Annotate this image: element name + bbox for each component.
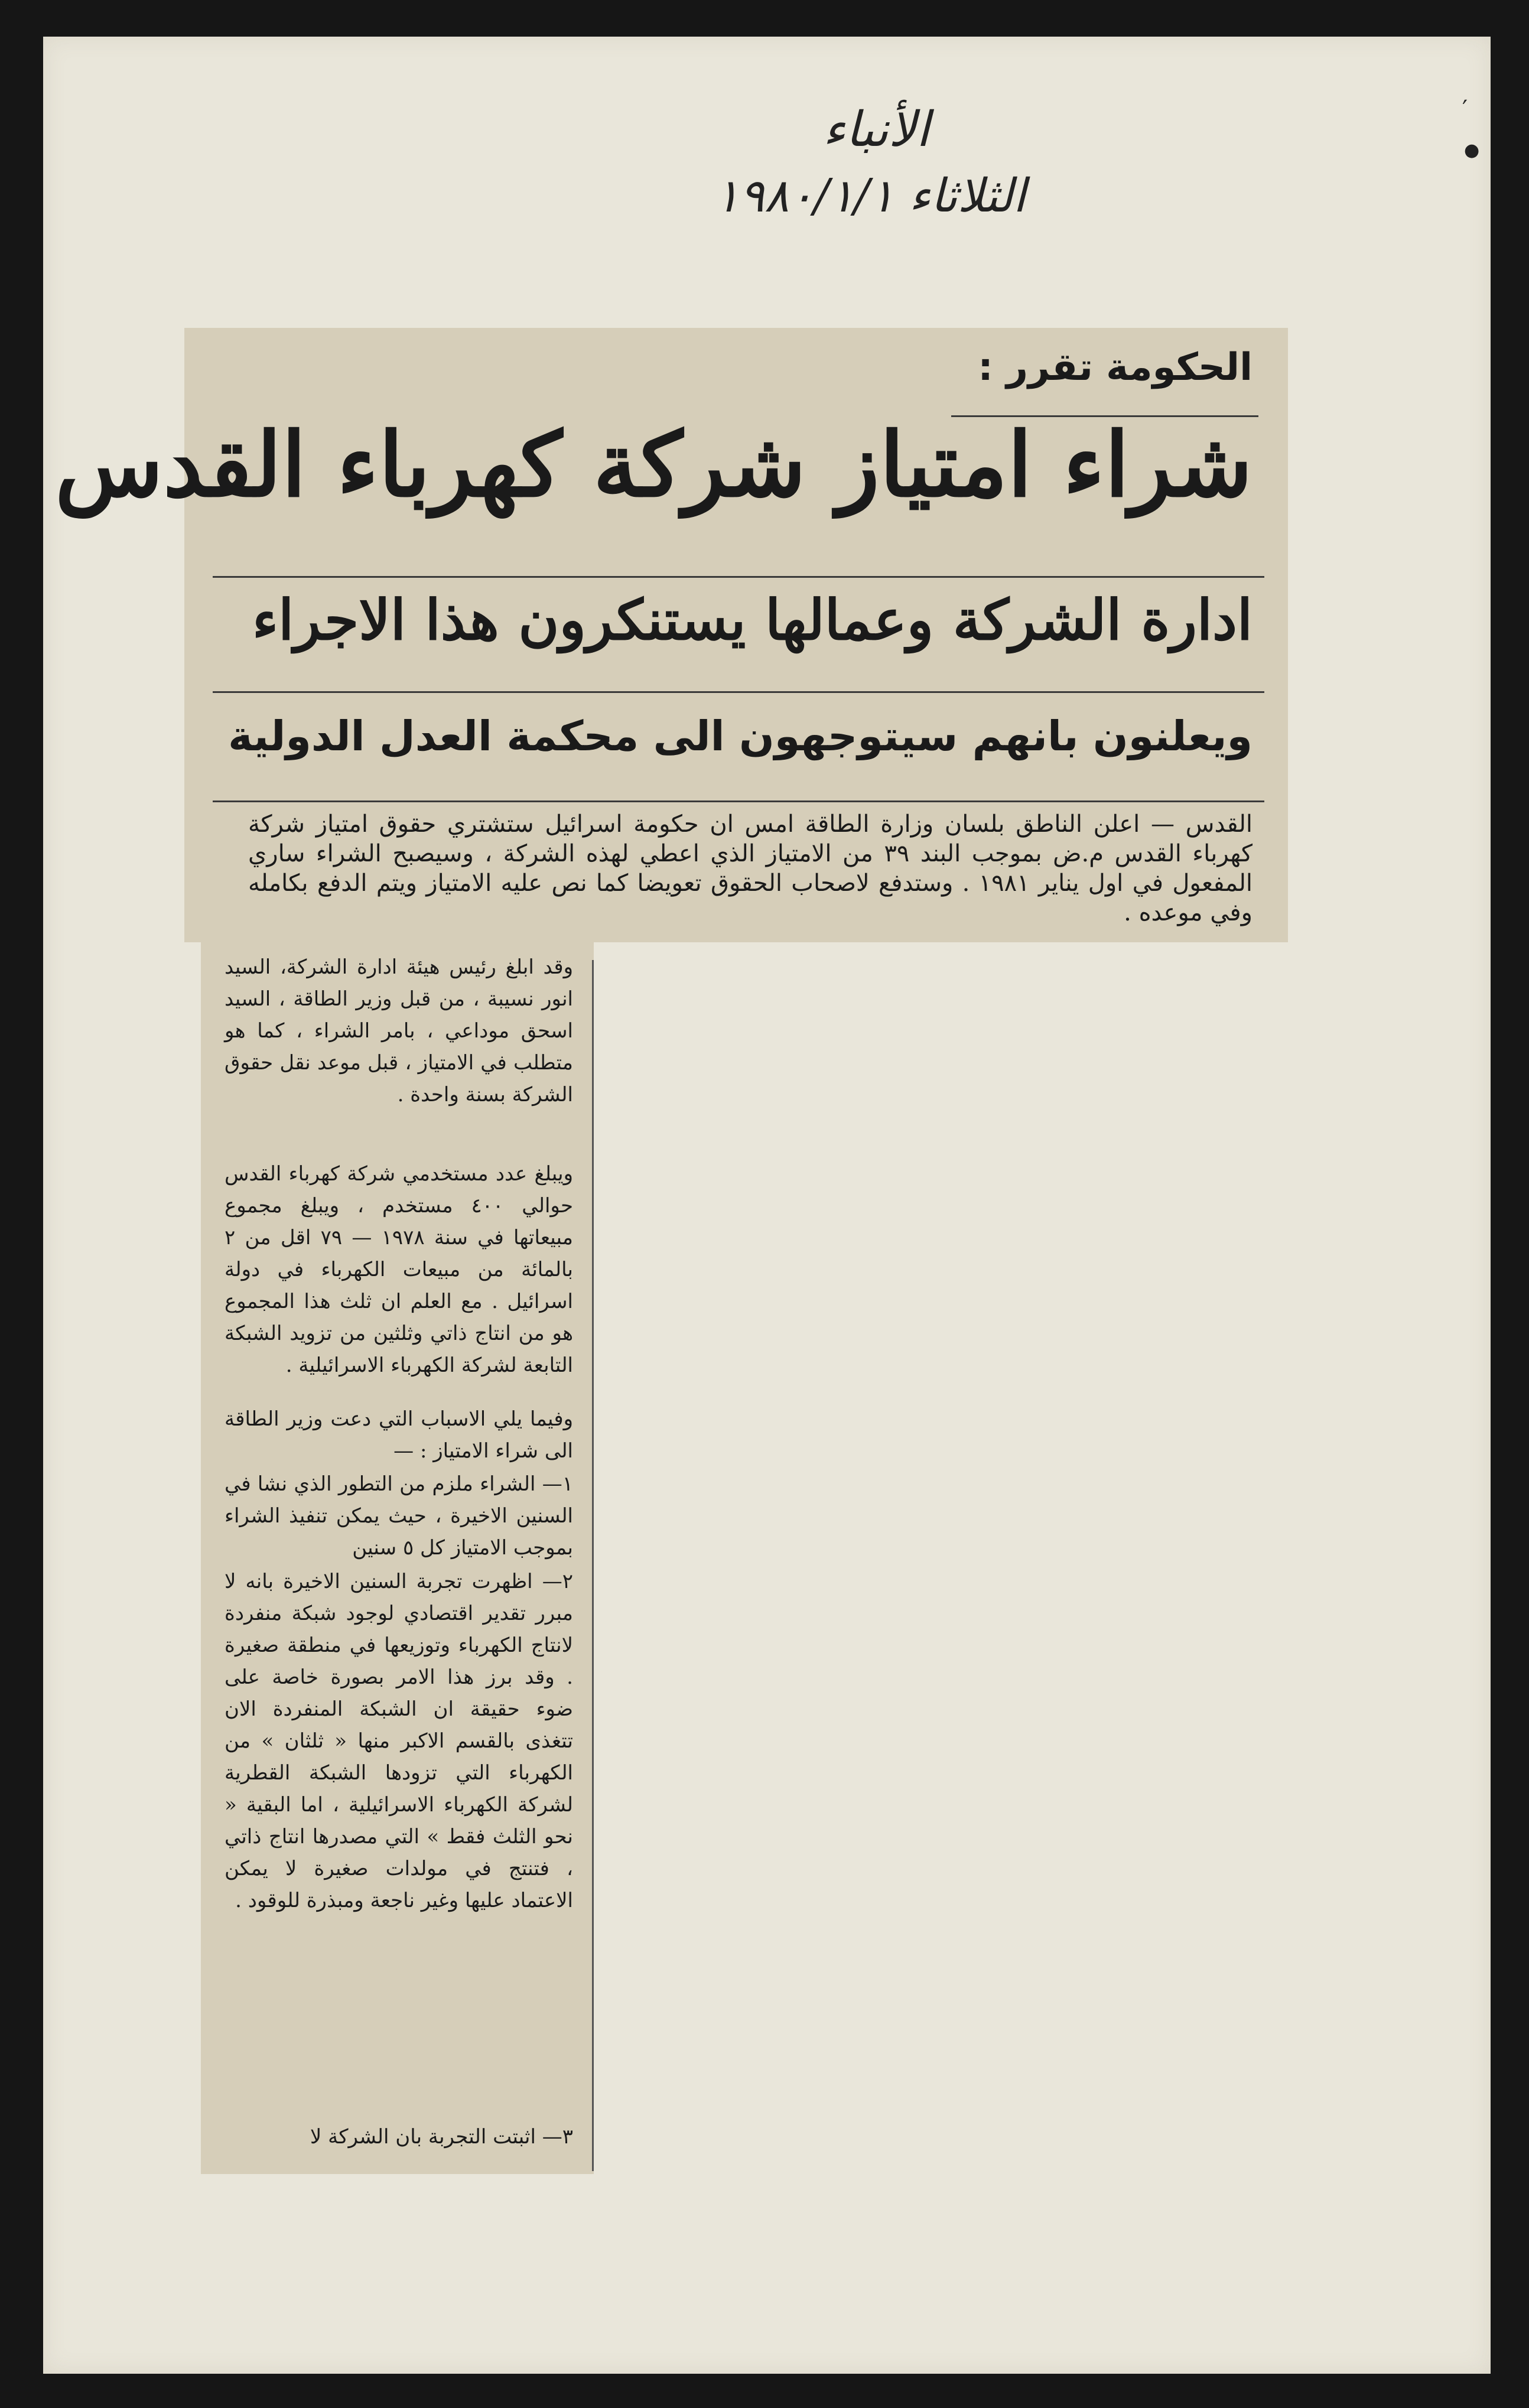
article-subheadline: ادارة الشركة وعمالها يستنكرون هذا الاجراء xyxy=(252,588,1253,653)
article-headline: شراء امتياز شركة كهرباء القدس xyxy=(55,413,1253,517)
column-paragraph: وفيما يلي الاسباب التي دعت وزير الطاقة الى شراء الامتياز : — xyxy=(225,1407,573,1463)
article-lead: القدس — اعلن الناطق بلسان وزارة الطاقة امس ان حكومة اسرائيل ستشتري حقوق امتياز شركة كهرباء القدس م.ض بموجب البند ٣٩ من الامتياز الذي اعطي لهذه الشركة ، وسيصبح الشراء ساري المفعول في اول يناير ١٩٨١ . وستدفع لاصحاب الحقوق تعويضا كما نص عليه الامتياز ويتم الدفع بكامله وفي موعده . xyxy=(248,811,1253,926)
handwritten-source: الأنباء xyxy=(822,102,930,158)
column-paragraph: ٣— اثبتت التجربة بان الشركة لا xyxy=(310,2125,573,2149)
corner-dot: ● xyxy=(1464,140,1480,161)
clipping-column xyxy=(201,939,594,2174)
subhead-rule xyxy=(213,691,1264,693)
column-paragraph: وقد ابلغ رئيس هيئة ادارة الشركة، السيد انور نسيبة ، من قبل وزير الطاقة ، السيد اسحق موداعي ، بامر الشراء ، كما هو متطلب في الامتياز ، قبل موعد نقل حقوق الشركة بسنة واحدة . xyxy=(225,955,573,1107)
column-rule xyxy=(592,960,594,2171)
corner-mark: ′ xyxy=(1462,96,1468,123)
column-paragraph: ١— الشراء ملزم من التطور الذي نشا في السنين الاخيرة ، حيث يمكن تنفيذ الشراء بموجب الامتياز كل ٥ سنين xyxy=(225,1472,573,1560)
column-paragraph: ٢— اظهرت تجربة السنين الاخيرة بانه لا مبرر تقدير اقتصادي لوجود شبكة منفردة لانتاج الكهرباء وتوزيعها في منطقة صغيرة . وقد برز هذا الامر بصورة خاصة على ضوء حقيقة ان الشبكة المنفردة الان تتغذى بالقسم الاكبر منها « ثلثان » من الكهرباء التي تزودها الشبكة القطرية لشركة الكهرباء الاسرائيلية ، اما البقية « نحو الثلث فقط » التي مصدرها انتاج ذاتي ، فتنتج في مولدات صغيرة لا يمكن الاعتماد عليها وغير ناجعة ومبذرة للوقود . xyxy=(225,1570,573,1912)
column-paragraph: ويبلغ عدد مستخدمي شركة كهرباء القدس حوالي ٤٠٠ مستخدم ، ويبلغ مجموع مبيعاتها في سنة ١٩٧٨ — ٧٩ اقل من ٢ بالمائة من مبيعات الكهرباء في دولة اسرائيل . مع العلم ان ثلث هذا المجموع هو من انتاج ذاتي وثلثين من تزويد الشبكة التابعة لشركة الكهرباء الاسرائيلية . xyxy=(225,1162,573,1377)
headline-rule xyxy=(213,576,1264,578)
clipping-main xyxy=(55,328,1288,942)
article-subheadline-2: ويعلنون بانهم سيتوجهون الى محكمة العدل الدولية xyxy=(228,712,1253,760)
handwritten-date: الثلاثاء ١٩٨٠/١/١ xyxy=(714,170,1026,223)
lead-rule xyxy=(213,801,1264,802)
article-kicker: الحكومة تقرر : xyxy=(978,346,1253,389)
